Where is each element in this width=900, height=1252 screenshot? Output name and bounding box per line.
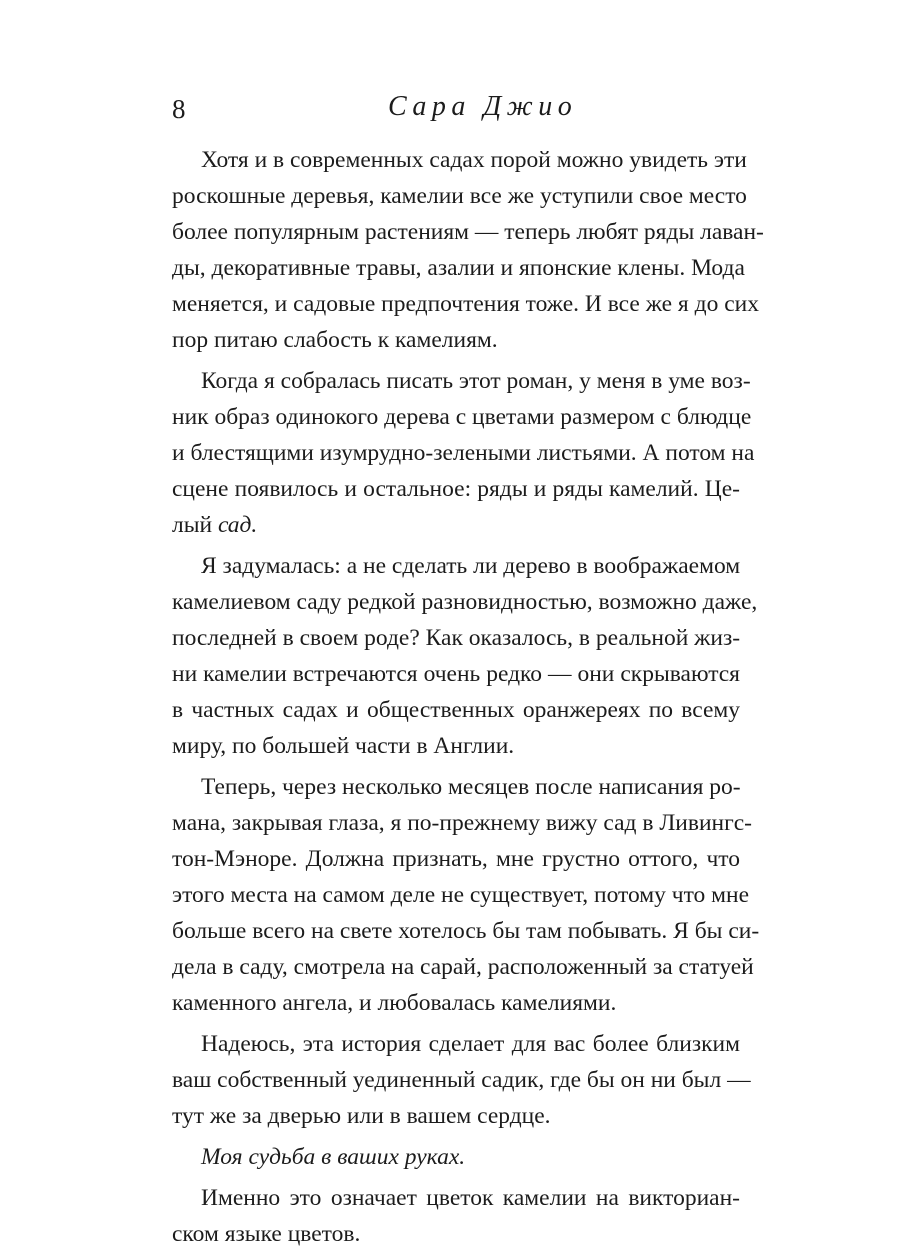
page-number: 8 — [172, 94, 186, 124]
text-line: Хотя и в современных садах порой можно увидеть эти — [201, 147, 747, 173]
text-line: больше всего на свете хотелось бы там побывать. Я бы си- — [172, 918, 760, 944]
text-line: сцене появилось и остальное: ряды и ряды камелий. Це- — [172, 476, 740, 502]
italic-line: Моя судьба в ваших руках. — [201, 1144, 466, 1170]
text-line: Именно это означает цветок камелии на викториан- — [201, 1185, 740, 1211]
text-line: Я задумалась: а не сделать ли дерево в воображаемом — [201, 553, 741, 579]
text-line: Надеюсь, эта история сделает для вас более близким — [201, 1031, 740, 1057]
text-line: в частных садах и общественных оранжереях по всему — [172, 697, 740, 723]
text-line: камелиевом саду редкой разновидностью, возможно даже, — [172, 589, 758, 615]
text-line: тон-Мэноре. Должна признать, мне грустно оттого, что — [172, 846, 740, 872]
text-line: миру, по большей части в Англии. — [172, 733, 515, 759]
text-fragment: лый — [172, 512, 218, 538]
text-line: этого места на самом деле не существует, потому что мне — [172, 882, 750, 908]
text-line: ни камелии встречаются очень редко — они скрываются — [172, 661, 740, 687]
text-line: ды, декоративные травы, азалии и японские клены. Мода — [172, 255, 745, 281]
text-line: тут же за дверью или в вашем сердце. — [172, 1103, 551, 1129]
paragraph-2 — [172, 363, 755, 543]
paragraph-3 — [172, 548, 758, 764]
text-line: Когда я собралась писать этот роман, у меня в уме воз- — [201, 368, 751, 394]
text-line: ваш собственный уединенный садик, где бы он ни был — — [172, 1067, 751, 1093]
running-title: Сара Джио — [388, 91, 578, 122]
paragraph-6 — [172, 1139, 740, 1175]
text-line: ском языке цветов. — [172, 1221, 361, 1247]
text-line — [172, 507, 740, 543]
paragraph-7 — [172, 1180, 740, 1252]
text-line: роскошные деревья, камелии все же уступили свое место — [172, 183, 747, 209]
text-line: пор питаю слабость к камелиям. — [172, 327, 498, 353]
paragraph-5 — [172, 1026, 751, 1134]
text-line: меняется, и садовые предпочтения тоже. И все же я до сих — [172, 291, 759, 317]
paragraph-4 — [172, 769, 760, 1021]
text-line: мана, закрывая глаза, я по-прежнему вижу сад в Ливингс- — [172, 810, 753, 836]
text-line: последней в своем роде? Как оказалось, в реальной жиз- — [172, 625, 741, 651]
text-line: Теперь, через несколько месяцев после написания ро- — [201, 774, 741, 800]
italic-word: сад. — [217, 512, 258, 538]
text-line: более популярным растениям — теперь любят ряды лаван- — [172, 219, 764, 245]
text-line: и блестящими изумрудно-зелеными листьями. А потом на — [172, 440, 755, 466]
text-line: каменного ангела, и любовалась камелиями. — [172, 990, 617, 1016]
text-line: ник образ одинокого дерева с цветами размером с блюдце — [172, 404, 752, 430]
paragraph-1 — [172, 142, 764, 358]
body-text — [172, 142, 764, 1252]
text-line: дела в саду, смотрела на сарай, расположенный за статуей — [172, 954, 754, 980]
